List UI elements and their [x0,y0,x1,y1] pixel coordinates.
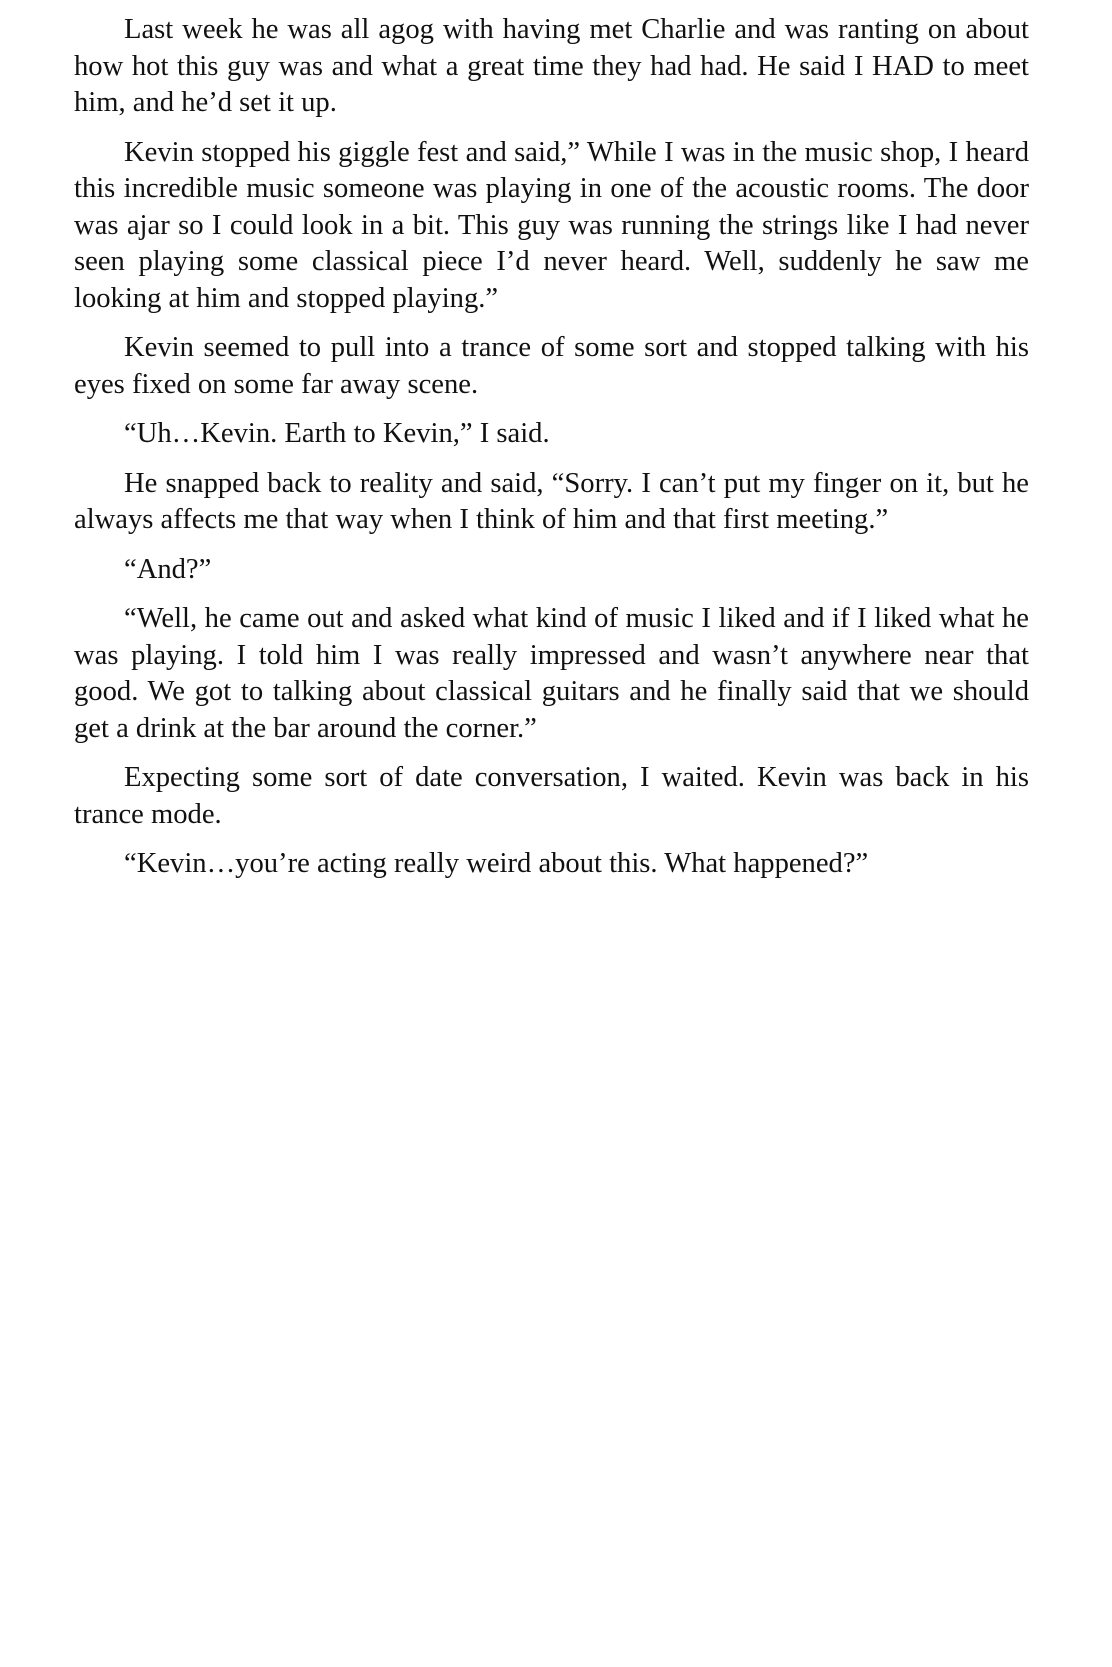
paragraph: He snapped back to reality and said, “Sorry. I can’t put my finger on it, but he always affects me that way when I think of him and that first meeting.” [74,467,1029,535]
paragraph: “Kevin…you’re acting really weird about this. What happened?” [124,848,869,879]
paragraph: “Uh…Kevin. Earth to Kevin,” I said. [124,418,550,449]
paragraph: Last week he was all agog with having met Charlie and was ranting on about how hot this guy was and what a great time they had had. He said I HAD to meet him, and he’d set it up. [74,14,1029,118]
paragraph: Kevin stopped his giggle fest and said,” While I was in the music shop, I heard this incredible music someone was playing in one of the acoustic rooms. The door was ajar so I could look in a bit. This guy was running the strings like I had never seen playing some classical piece I’d never heard. Well, suddenly he saw me looking at him and stopped playing.” [74,136,1029,314]
paragraph: Expecting some sort of date conversation, I waited. Kevin was back in his trance mode. [74,762,1029,830]
paragraph: Kevin seemed to pull into a trance of some sort and stopped talking with his eyes fixed on some far away scene. [74,332,1029,400]
book-page [74,12,1029,896]
paragraph: “And?” [124,553,212,585]
paragraph: “Well, he came out and asked what kind of music I liked and if I liked what he was playing. I told him I was really impressed and wasn’t anywhere near that good. We got to talking about classical guitars and he finally said that we should get a drink at the bar around the corner.” [74,603,1029,744]
